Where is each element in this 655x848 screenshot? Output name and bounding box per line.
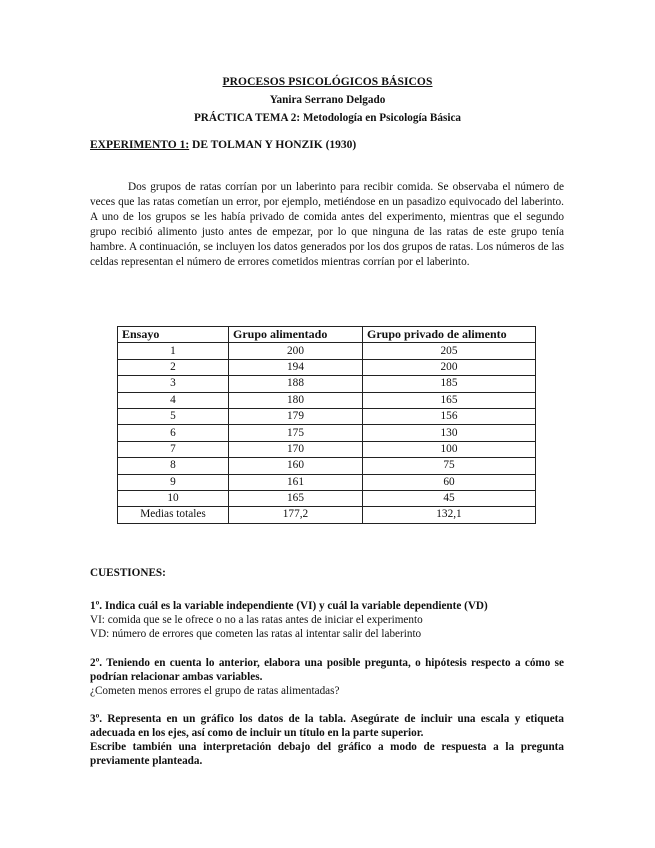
fed-group-cell: 165 [229,490,363,506]
trial-cell: 3 [118,376,229,392]
deprived-group-cell: 156 [363,408,536,424]
question-2 [90,656,564,699]
column-header: Ensayo [118,327,229,343]
table-row [118,343,536,359]
deprived-group-cell: 130 [363,425,536,441]
trial-cell: 2 [118,359,229,375]
question-3-instruction: Escribe también una interpretación debajo del gráfico a modo de respuesta a la pregunta previamente planteada. [90,741,564,768]
experiment-title: DE TOLMAN Y HONZIK (1930) [189,139,357,151]
fed-group-cell: 175 [229,425,363,441]
question-2-title: 2º. Teniendo en cuenta lo anterior, elabora una posible pregunta, o hipótesis respecto a cómo se podrían relacionar ambas variables. [90,656,564,683]
totals-label-cell: Medias totales [118,507,229,523]
deprived-group-cell: 75 [363,458,536,474]
deprived-group-cell: 100 [363,441,536,457]
question-1-answer-vd: VD: número de errores que cometen las ratas al intentar salir del laberinto [90,628,422,641]
question-1-answer-vi: VI: comida que se le ofrece o no a las ratas antes de iniciar el experimento [90,613,423,626]
deprived-group-mean-cell: 132,1 [363,507,536,523]
trial-cell: 5 [118,408,229,424]
question-3-title: 3º. Representa en un gráfico los datos de la tabla. Asegúrate de incluir una escala y etiqueta adecuada en los ejes, así como de incluir un título en la parte superior. [90,713,564,740]
fed-group-cell: 188 [229,376,363,392]
fed-group-cell: 160 [229,458,363,474]
deprived-group-cell: 185 [363,376,536,392]
fed-group-cell: 200 [229,343,363,359]
table-row [118,458,536,474]
deprived-group-cell: 45 [363,490,536,506]
fed-group-cell: 161 [229,474,363,490]
table-header-row [118,327,536,343]
table-row [118,376,536,392]
document-title: PROCESOS PSICOLÓGICOS BÁSICOS [222,76,433,88]
deprived-group-cell: 60 [363,474,536,490]
deprived-group-cell: 200 [363,359,536,375]
table-row-totals [118,507,536,523]
column-header: Grupo alimentado [229,327,363,343]
deprived-group-cell: 205 [363,343,536,359]
table-row [118,441,536,457]
question-1 [90,599,564,642]
deprived-group-cell: 165 [363,392,536,408]
table-row [118,408,536,424]
table-row [118,359,536,375]
question-2-answer: ¿Cometen menos errores el grupo de ratas alimentadas? [90,684,340,697]
trial-cell: 6 [118,425,229,441]
fed-group-cell: 170 [229,441,363,457]
table-row [118,474,536,490]
table-row [118,490,536,506]
fed-group-cell: 180 [229,392,363,408]
table-row [118,425,536,441]
practice-subtitle: PRÁCTICA TEMA 2: Metodología en Psicología Básica [193,112,462,124]
trial-cell: 8 [118,458,229,474]
author-name: Yanira Serrano Delgado [269,94,386,106]
intro-paragraph: Dos grupos de ratas corrían por un laberinto para recibir comida. Se observaba el número de veces que las ratas cometían un error, por ejemplo, metiéndose en un pasadizo equivocado del laberinto. A uno de los grupos se les había privado de comida antes del experimento, mientras que el segundo grupo recibió alimento justo antes de empezar, por lo que ninguna de las ratas de este grupo tenía hambre. A continuación, se incluyen los datos generados por los dos grupos de ratas. Los números de las celdas representan el número de errores cometidos mientras corrían por el laberinto. [90,181,564,268]
trial-cell: 4 [118,392,229,408]
fed-group-cell: 179 [229,408,363,424]
question-1-title: 1º. Indica cuál es la variable independiente (VI) y cuál la variable dependiente (VD) [90,599,488,612]
experiment-heading [90,138,356,153]
data-table [117,326,536,524]
document-header [0,73,655,127]
fed-group-mean-cell: 177,2 [229,507,363,523]
table-row [118,392,536,408]
trial-cell: 1 [118,343,229,359]
fed-group-cell: 194 [229,359,363,375]
questions-section [90,566,564,782]
experiment-label: EXPERIMENTO 1: [90,139,190,151]
questions-heading: CUESTIONES: [90,567,166,579]
trial-cell: 10 [118,490,229,506]
question-3 [90,712,564,768]
column-header: Grupo privado de alimento [363,327,536,343]
trial-cell: 9 [118,474,229,490]
trial-cell: 7 [118,441,229,457]
